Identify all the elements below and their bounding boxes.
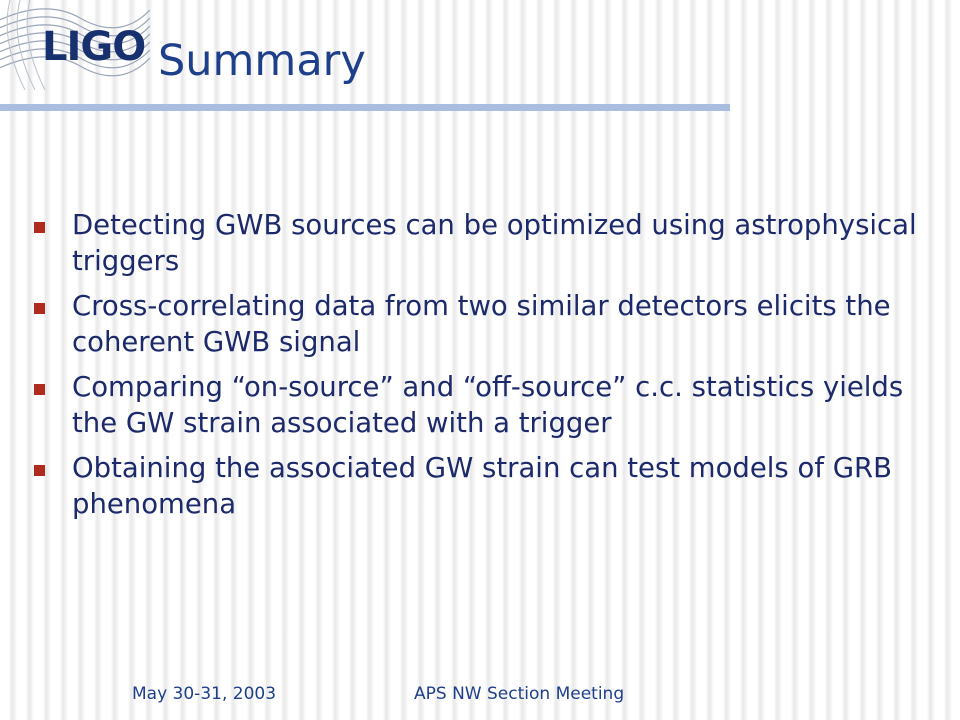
- square-bullet-icon: [34, 222, 45, 233]
- slide-title: Summary: [158, 36, 366, 86]
- title-underline: [0, 104, 730, 111]
- ligo-logo: [0, 0, 150, 100]
- bullet-text: Cross-correlating data from two similar detectors elicits the coherent GWB signal: [72, 290, 891, 358]
- bullet-item: [34, 369, 924, 441]
- bullet-text: Obtaining the associated GW strain can test models of GRB phenomena: [72, 452, 893, 520]
- bullet-item: [34, 450, 924, 522]
- square-bullet-icon: [34, 465, 45, 476]
- square-bullet-icon: [34, 384, 45, 395]
- square-bullet-icon: [34, 303, 45, 314]
- bullet-text: Detecting GWB sources can be optimized using astrophysical triggers: [72, 209, 917, 277]
- footer-date: May 30-31, 2003: [132, 684, 277, 704]
- bullet-item: [34, 288, 924, 360]
- bullet-item: [34, 207, 924, 279]
- bullet-text: Comparing “on-source” and “off-source” c.c. statistics yields the GW strain associated with a trigger: [72, 371, 904, 439]
- footer-meeting: APS NW Section Meeting: [414, 684, 625, 704]
- logo-text: LIGO: [42, 24, 146, 70]
- bullet-list: [34, 207, 924, 531]
